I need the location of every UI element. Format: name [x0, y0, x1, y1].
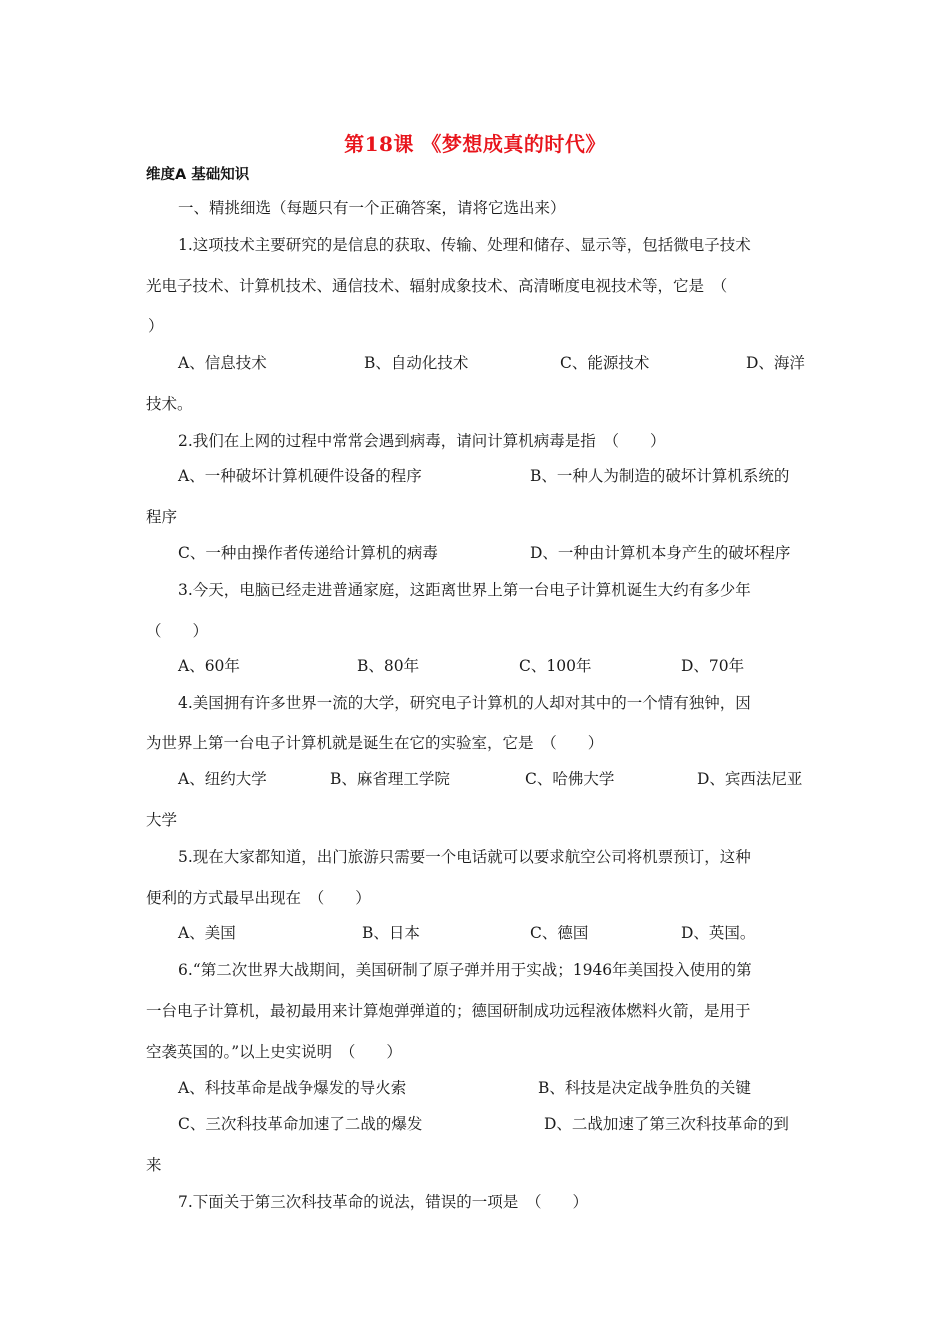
q5-line2: 便利的方式最早出现在 （ ）	[146, 889, 371, 907]
q4-line2: 为世界上第一台电子计算机就是诞生在它的实验室，它是 （ ）	[146, 734, 604, 752]
q2-option-wrap: 程序	[146, 508, 178, 526]
section-heading: 维度A 基础知识	[146, 167, 250, 183]
q3-line1: 3.今天，电脑已经走进普通家庭，这距离世界上第一台电子计算机诞生大约有多少年	[178, 581, 751, 599]
q3-line2: （ ）	[146, 622, 209, 640]
q5-line1: 5.现在大家都知道，出门旅游只需要一个电话就可以要求航空公司将机票预订，这种	[178, 848, 751, 866]
q5-option-a: A、美国	[178, 924, 236, 942]
q2-option-b: B、一种人为制造的破坏计算机系统的	[530, 467, 790, 485]
q2-option-c: C、一种由操作者传递给计算机的病毒	[178, 544, 438, 562]
q6-line3: 空袭英国的。”以上史实说明 （ ）	[146, 1043, 402, 1061]
q2-option-a: A、一种破坏计算机硬件设备的程序	[178, 467, 422, 485]
q6-option-c: C、三次科技革命加速了二战的爆发	[178, 1115, 423, 1133]
q6-option-a: A、科技革命是战争爆发的导火索	[178, 1079, 407, 1097]
q1-option-d: D、海洋	[746, 354, 805, 372]
q1-option-b: B、自动化技术	[364, 354, 469, 372]
q1-option-c: C、能源技术	[560, 354, 650, 372]
q2-line1: 2.我们在上网的过程中常常会遇到病毒，请问计算机病毒是指 （ ）	[178, 432, 666, 450]
q4-option-d: D、宾西法尼亚	[697, 770, 803, 788]
q5-option-b: B、日本	[362, 924, 420, 942]
q3-option-a: A、60年	[178, 657, 240, 675]
q6-option-b: B、科技是决定战争胜负的关键	[538, 1079, 751, 1097]
q4-line1: 4.美国拥有许多世界一流的大学，研究电子计算机的人却对其中的一个情有独钟，因	[178, 694, 751, 712]
q4-option-a: A、纽约大学	[178, 770, 267, 788]
q1-line2: 光电子技术、计算机技术、通信技术、辐射成象技术、高清晰度电视技术等，它是 （	[146, 277, 728, 295]
q1-line1: 1.这项技术主要研究的是信息的获取、传输、处理和储存、显示等，包括微电子技术	[178, 236, 751, 254]
q6-line2: 一台电子计算机，最初最用来计算炮弹弹道的；德国研制成功远程液体燃料火箭，是用于	[146, 1002, 751, 1020]
q6-line1: 6.“第二次世界大战期间，美国研制了原子弹并用于实战；1946年美国投入使用的第	[178, 961, 752, 979]
q4-option-c: C、哈佛大学	[525, 770, 615, 788]
q3-option-c: C、100年	[519, 657, 592, 675]
q7-line1: 7.下面关于第三次科技革命的说法，错误的一项是 （ ）	[178, 1193, 589, 1211]
instructions: 一、精挑细选（每题只有一个正确答案，请将它选出来）	[178, 199, 566, 217]
q1-line3: ）	[148, 317, 164, 335]
q3-option-b: B、80年	[357, 657, 420, 675]
page-title: 第18课 《梦想成真的时代》	[344, 132, 606, 156]
q5-option-c: C、德国	[530, 924, 589, 942]
q3-option-d: D、70年	[681, 657, 745, 675]
q4-option-b: B、麻省理工学院	[330, 770, 450, 788]
q6-option-d: D、二战加速了第三次科技革命的到	[544, 1115, 789, 1133]
q2-option-d: D、一种由计算机本身产生的破坏程序	[530, 544, 791, 562]
q1-option-a: A、信息技术	[178, 354, 267, 372]
q5-option-d: D、英国。	[681, 924, 756, 942]
q4-option-wrap: 大学	[146, 811, 178, 829]
q6-option-wrap: 来	[146, 1156, 162, 1174]
q1-option-wrap: 技术。	[146, 395, 193, 413]
